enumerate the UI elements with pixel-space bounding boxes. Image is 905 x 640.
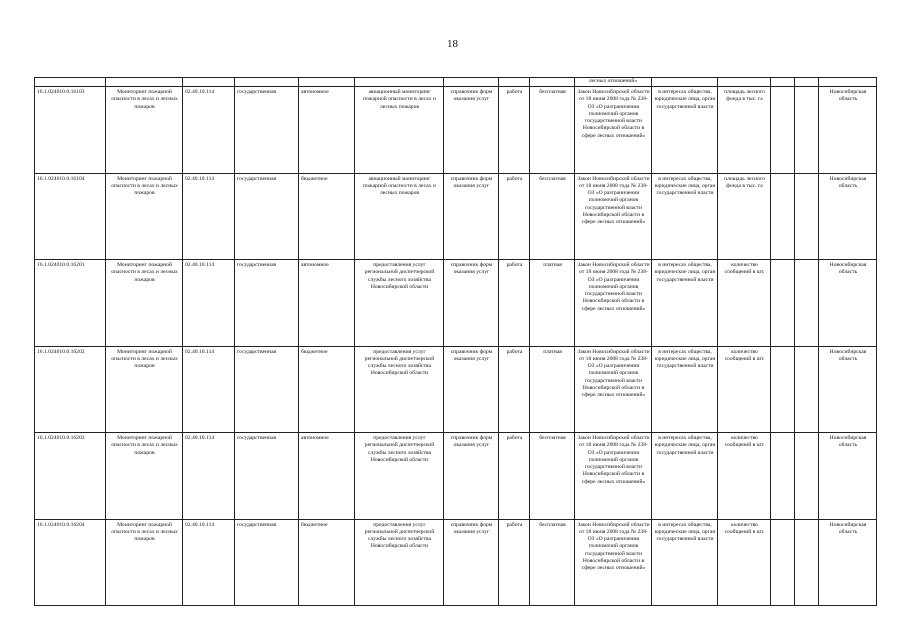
table-row: [35, 260, 877, 347]
okved-code: 02.40.10.114: [183, 433, 235, 520]
region: Новосибирская область: [819, 346, 877, 433]
consumer-category: в интересах общества, юридические лица, орган государственной власти: [652, 519, 718, 606]
service-type: работа: [499, 519, 530, 606]
legal-basis: Закон Новосибирской области от 18 июня 2008 года № 238-ОЗ «О разграничении полномочий органов государственной власти Новосибирской области в сфере лесных отношений»: [575, 346, 652, 433]
institution-type: бюджетное: [299, 519, 355, 606]
institution-type: автономное: [299, 260, 355, 347]
service-name: Мониторинг пожарной опасности в лесах и лесных пожаров: [106, 173, 183, 260]
empty-cell: [771, 346, 795, 433]
service-form: справочник форм оказания услуг: [444, 173, 499, 260]
institution-type: автономное: [299, 433, 355, 520]
volume-indicator: количество сообщений в шт.: [718, 519, 771, 606]
service-type: работа: [499, 346, 530, 433]
service-code: 16.1.024010.0.16203: [35, 433, 106, 520]
service-content: авиационный мониторинг пожарной опасности в лесах и лесных пожаров: [355, 87, 444, 174]
service-type: работа: [499, 173, 530, 260]
volume-indicator: количество сообщений в шт.: [718, 433, 771, 520]
consumer-category: в интересах общества, юридические лица, орган государственной власти: [652, 173, 718, 260]
continuation-cell: лесных отношений»: [575, 78, 652, 87]
consumer-category: в интересах общества, юридические лица, орган государственной власти: [652, 346, 718, 433]
empty-cell: [795, 87, 819, 174]
ownership: государственная: [235, 519, 299, 606]
services-registry-table: [34, 77, 877, 606]
service-content: предоставления услуг региональной диспетчерской службы лесного хозяйства Новосибирской области: [355, 260, 444, 347]
service-form: справочник форм оказания услуг: [444, 87, 499, 174]
table-row: [35, 519, 877, 606]
institution-type: бюджетное: [299, 173, 355, 260]
table-row: [35, 433, 877, 520]
region: Новосибирская область: [819, 433, 877, 520]
ownership: государственная: [235, 346, 299, 433]
empty-cell: [795, 173, 819, 260]
payment-type: платная: [530, 260, 575, 347]
empty-cell: [771, 173, 795, 260]
empty-cell: [771, 87, 795, 174]
empty-cell: [795, 433, 819, 520]
service-type: работа: [499, 260, 530, 347]
volume-indicator: количество сообщений в шт.: [718, 260, 771, 347]
empty-cell: [795, 346, 819, 433]
continuation-row: [35, 78, 877, 87]
okved-code: 02.40.10.114: [183, 87, 235, 174]
okved-code: 02.40.10.114: [183, 260, 235, 347]
consumer-category: в интересах общества, юридические лица, орган государственной власти: [652, 433, 718, 520]
empty-cell: [795, 519, 819, 606]
empty-cell: [771, 433, 795, 520]
service-form: справочник форм оказания услуг: [444, 433, 499, 520]
legal-basis: Закон Новосибирской области от 18 июня 2008 года № 238-ОЗ «О разграничении полномочий органов государственной власти Новосибирской области в сфере лесных отношений»: [575, 519, 652, 606]
region: Новосибирская область: [819, 519, 877, 606]
legal-basis: Закон Новосибирской области от 18 июня 2008 года № 238-ОЗ «О разграничении полномочий органов государственной власти Новосибирской области в сфере лесных отношений»: [575, 260, 652, 347]
region: Новосибирская область: [819, 260, 877, 347]
empty-cell: [771, 519, 795, 606]
payment-type: бесплатная: [530, 519, 575, 606]
service-content: предоставления услуг региональной диспетчерской службы лесного хозяйства Новосибирской области: [355, 519, 444, 606]
legal-basis: Закон Новосибирской области от 18 июня 2008 года № 238-ОЗ «О разграничении полномочий органов государственной власти Новосибирской области в сфере лесных отношений»: [575, 173, 652, 260]
page-number: 18: [447, 38, 458, 50]
service-type: работа: [499, 433, 530, 520]
service-name: Мониторинг пожарной опасности в лесах и лесных пожаров: [106, 346, 183, 433]
legal-basis: Закон Новосибирской области от 18 июня 2008 года № 238-ОЗ «О разграничении полномочий органов государственной власти Новосибирской области в сфере лесных отношений»: [575, 87, 652, 174]
payment-type: бесплатная: [530, 87, 575, 174]
service-content: предоставления услуг региональной диспетчерской службы лесного хозяйства Новосибирской области: [355, 433, 444, 520]
service-content: авиационный мониторинг пожарной опасности в лесах и лесных пожаров: [355, 173, 444, 260]
service-type: работа: [499, 87, 530, 174]
service-name: Мониторинг пожарной опасности в лесах и лесных пожаров: [106, 433, 183, 520]
empty-cell: [771, 260, 795, 347]
service-name: Мониторинг пожарной опасности в лесах и лесных пожаров: [106, 519, 183, 606]
service-code: 16.1.024010.0.16204: [35, 519, 106, 606]
payment-type: бесплатная: [530, 173, 575, 260]
service-form: справочник форм оказания услуг: [444, 346, 499, 433]
region: Новосибирская область: [819, 173, 877, 260]
institution-type: бюджетное: [299, 346, 355, 433]
ownership: государственная: [235, 260, 299, 347]
legal-basis: Закон Новосибирской области от 18 июня 2008 года № 238-ОЗ «О разграничении полномочий органов государственной власти Новосибирской области в сфере лесных отношений»: [575, 433, 652, 520]
service-form: справочник форм оказания услуг: [444, 260, 499, 347]
service-name: Мониторинг пожарной опасности в лесах и лесных пожаров: [106, 87, 183, 174]
payment-type: бесплатная: [530, 433, 575, 520]
table-row: [35, 87, 877, 174]
consumer-category: в интересах общества, юридические лица, орган государственной власти: [652, 87, 718, 174]
okved-code: 02.40.10.114: [183, 173, 235, 260]
consumer-category: в интересах общества, юридические лица, орган государственной власти: [652, 260, 718, 347]
region: Новосибирская область: [819, 87, 877, 174]
service-code: 16.1.024010.0.16103: [35, 87, 106, 174]
empty-cell: [795, 260, 819, 347]
okved-code: 02.40.10.114: [183, 519, 235, 606]
service-content: предоставления услуг региональной диспетчерской службы лесного хозяйства Новосибирской области: [355, 346, 444, 433]
table-row: [35, 346, 877, 433]
ownership: государственная: [235, 87, 299, 174]
service-code: 16.1.024010.0.16104: [35, 173, 106, 260]
volume-indicator: площадь лесного фонда в тыс. га: [718, 87, 771, 174]
table-row: [35, 173, 877, 260]
service-form: справочник форм оказания услуг: [444, 519, 499, 606]
volume-indicator: количество сообщений в шт.: [718, 346, 771, 433]
service-code: 16.1.024010.0.16202: [35, 346, 106, 433]
ownership: государственная: [235, 433, 299, 520]
service-name: Мониторинг пожарной опасности в лесах и лесных пожаров: [106, 260, 183, 347]
institution-type: автономное: [299, 87, 355, 174]
service-code: 16.1.024010.0.16201: [35, 260, 106, 347]
payment-type: платная: [530, 346, 575, 433]
ownership: государственная: [235, 173, 299, 260]
volume-indicator: площадь лесного фонда в тыс. га: [718, 173, 771, 260]
okved-code: 02.40.10.114: [183, 346, 235, 433]
